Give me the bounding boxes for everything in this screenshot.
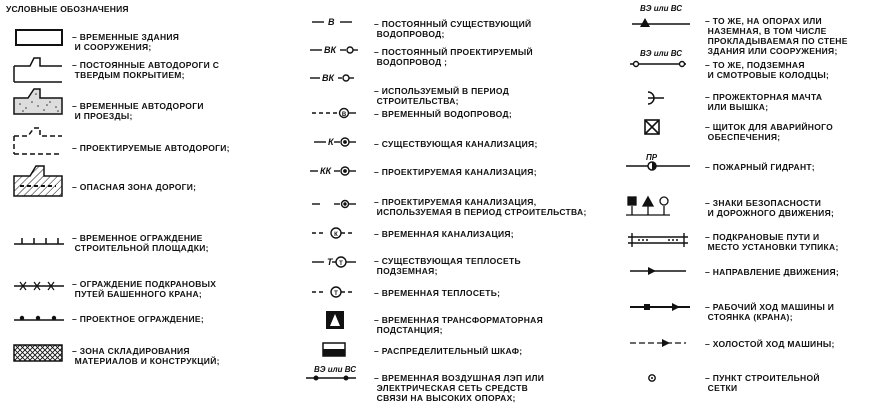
label-water-existing: – ПОСТОЯННЫЙ СУЩЕСТВУЮЩИЙ ВОДОПРОВОД; xyxy=(374,19,532,39)
label-water-used: – ИСПОЛЬЗУЕМЫЙ В ПЕРИОД СТРОИТЕЛЬСТВА; xyxy=(374,86,510,106)
code-pr: ПР xyxy=(646,153,658,162)
label-transformer: – ВРЕМЕННАЯ ТРАНСФОРМАТОРНАЯ ПОДСТАНЦИЯ; xyxy=(374,315,543,335)
label-temp-fence: – ВРЕМЕННОЕ ОГРАЖДЕНИЕ СТРОИТЕЛЬНОЙ ПЛОЩАДКИ; xyxy=(72,233,209,253)
code-ve-1: ВЭ или ВС xyxy=(640,4,683,13)
safety-signs-icon xyxy=(626,197,670,215)
label-permanent-roads: – ПОСТОЯННЫЕ АВТОДОРОГИ С ТВЕРДЫМ ПОКРЫТИЕМ; xyxy=(72,60,220,80)
label-power-poles: – ТО ЖЕ, НА ОПОРАХ ИЛИ НАЗЕМНАЯ, В ТОМ ЧИСЛЕ ПРОКЛАДЫВАЕМАЯ ПО СТЕНЕ ЗДАНИЯ ИЛИ СООРУЖЕНИЯ; xyxy=(705,16,848,56)
idle-motion-icon xyxy=(630,339,686,347)
label-temp-buildings: – ВРЕМЕННЫЕ ЗДАНИЯ И СООРУЖЕНИЯ; xyxy=(72,32,180,52)
crane-tracks-icon xyxy=(628,233,688,247)
emergency-panel-icon xyxy=(645,120,659,134)
grid-point-icon xyxy=(649,375,655,381)
label-danger-zone: – ОПАСНАЯ ЗОНА ДОРОГИ; xyxy=(72,182,197,192)
label-idle-motion: – ХОЛОСТОЙ ХОД МАШИНЫ; xyxy=(705,339,835,349)
code-kk: КК xyxy=(320,166,332,176)
code-k-2: К xyxy=(334,232,338,238)
power-poles-icon xyxy=(632,18,690,27)
label-projected-roads: – ПРОЕКТИРУЕМЫЕ АВТОДОРОГИ; xyxy=(72,143,230,153)
code-v-1: В xyxy=(328,17,335,27)
label-design-fence: – ПРОЕКТНОЕ ОГРАЖДЕНИЕ; xyxy=(72,314,204,324)
floodlight-icon xyxy=(648,92,664,104)
code-vk-2: ВК xyxy=(322,73,335,83)
direction-arrow-icon xyxy=(630,267,686,275)
code-k-1: К xyxy=(328,137,334,147)
label-water-temp: – ВРЕМЕННЫЙ ВОДОПРОВОД; xyxy=(374,109,512,119)
label-storage-zone: – ЗОНА СКЛАДИРОВАНИЯ МАТЕРИАЛОВ И КОНСТРУКЦИЙ; xyxy=(72,346,220,366)
label-sewer-projected: – ПРОЕКТИРУЕМАЯ КАНАЛИЗАЦИЯ; xyxy=(374,167,537,177)
label-safety-signs: – ЗНАКИ БЕЗОПАСНОСТИ И ДОРОЖНОГО ДВИЖЕНИЯ; xyxy=(705,198,835,218)
code-t-2: Т xyxy=(339,261,343,267)
label-working-motion: – РАБОЧИЙ ХОД МАШИНЫ И СТОЯНКА (КРАНА); xyxy=(705,302,835,322)
label-water-projected: – ПОСТОЯННЫЙ ПРОЕКТИРУЕМЫЙ ВОДОПРОВОД ; xyxy=(374,47,533,67)
code-power-line: ВЭ или ВС xyxy=(314,365,357,374)
label-power-underground: – ТО ЖЕ, ПОДЗЕМНАЯ И СМОТРОВЫЕ КОЛОДЦЫ; xyxy=(705,60,830,80)
label-crane-fence: – ОГРАЖДЕНИЕ ПОДКРАНОВЫХ ПУТЕЙ БАШЕННОГО КРАНА; xyxy=(72,279,217,299)
code-t: Т xyxy=(327,257,333,267)
label-hydrant: – ПОЖАРНЫЙ ГИДРАНТ; xyxy=(705,162,815,172)
label-crane-tracks: – ПОДКРАНОВЫЕ ПУТИ И МЕСТО УСТАНОВКИ ТУПИКА; xyxy=(705,232,839,252)
code-ve-2: ВЭ или ВС xyxy=(640,49,683,58)
legend-title: УСЛОВНЫЕ ОБОЗНАЧЕНИЯ xyxy=(6,4,129,14)
label-sewer-used: – ПРОЕКТИРУЕМАЯ КАНАЛИЗАЦИЯ, ИСПОЛЬЗУЕМАЯ В ПЕРИОД СТРОИТЕЛЬСТВА; xyxy=(374,197,587,217)
label-temp-roads: – ВРЕМЕННЫЕ АВТОДОРОГИ И ПРОЕЗДЫ; xyxy=(72,101,204,121)
label-power-line: – ВРЕМЕННАЯ ВОЗДУШНАЯ ЛЭП ИЛИ ЭЛЕКТРИЧЕСКАЯ СЕТЬ СРЕДСТВ СВЯЗИ НА ВЫСОКИХ ОПОРАХ; xyxy=(374,373,545,403)
working-motion-icon xyxy=(630,303,690,311)
code-t-3: Т xyxy=(334,291,338,297)
hydrant-icon xyxy=(626,162,690,170)
label-heat-temp: – ВРЕМЕННАЯ ТЕПЛОСЕТЬ; xyxy=(374,288,501,298)
code-v-2: В xyxy=(341,112,347,118)
code-vk-1: ВК xyxy=(324,45,337,55)
label-sewer-existing: – СУЩЕСТВУЮЩАЯ КАНАЛИЗАЦИЯ; xyxy=(374,139,538,149)
label-cabinet: – РАСПРЕДЕЛИТЕЛЬНЫЙ ШКАФ; xyxy=(374,346,523,356)
label-grid-point: – ПУНКТ СТРОИТЕЛЬНОЙ СЕТКИ xyxy=(705,373,820,393)
label-heat-existing: – СУЩЕСТВУЮЩАЯ ТЕПЛОСЕТЬ ПОДЗЕМНАЯ; xyxy=(374,256,521,276)
label-sewer-temp: – ВРЕМЕННАЯ КАНАЛИЗАЦИЯ; xyxy=(374,229,514,239)
power-underground-icon xyxy=(630,62,686,67)
label-direction: – НАПРАВЛЕНИЕ ДВИЖЕНИЯ; xyxy=(705,267,840,277)
label-emergency-panel: – ЩИТОК ДЛЯ АВАРИЙНОГО ОБЕСПЕЧЕНИЯ; xyxy=(705,122,834,142)
label-floodlight: – ПРОЖЕКТОРНАЯ МАЧТА ИЛИ ВЫШКА; xyxy=(705,92,823,112)
